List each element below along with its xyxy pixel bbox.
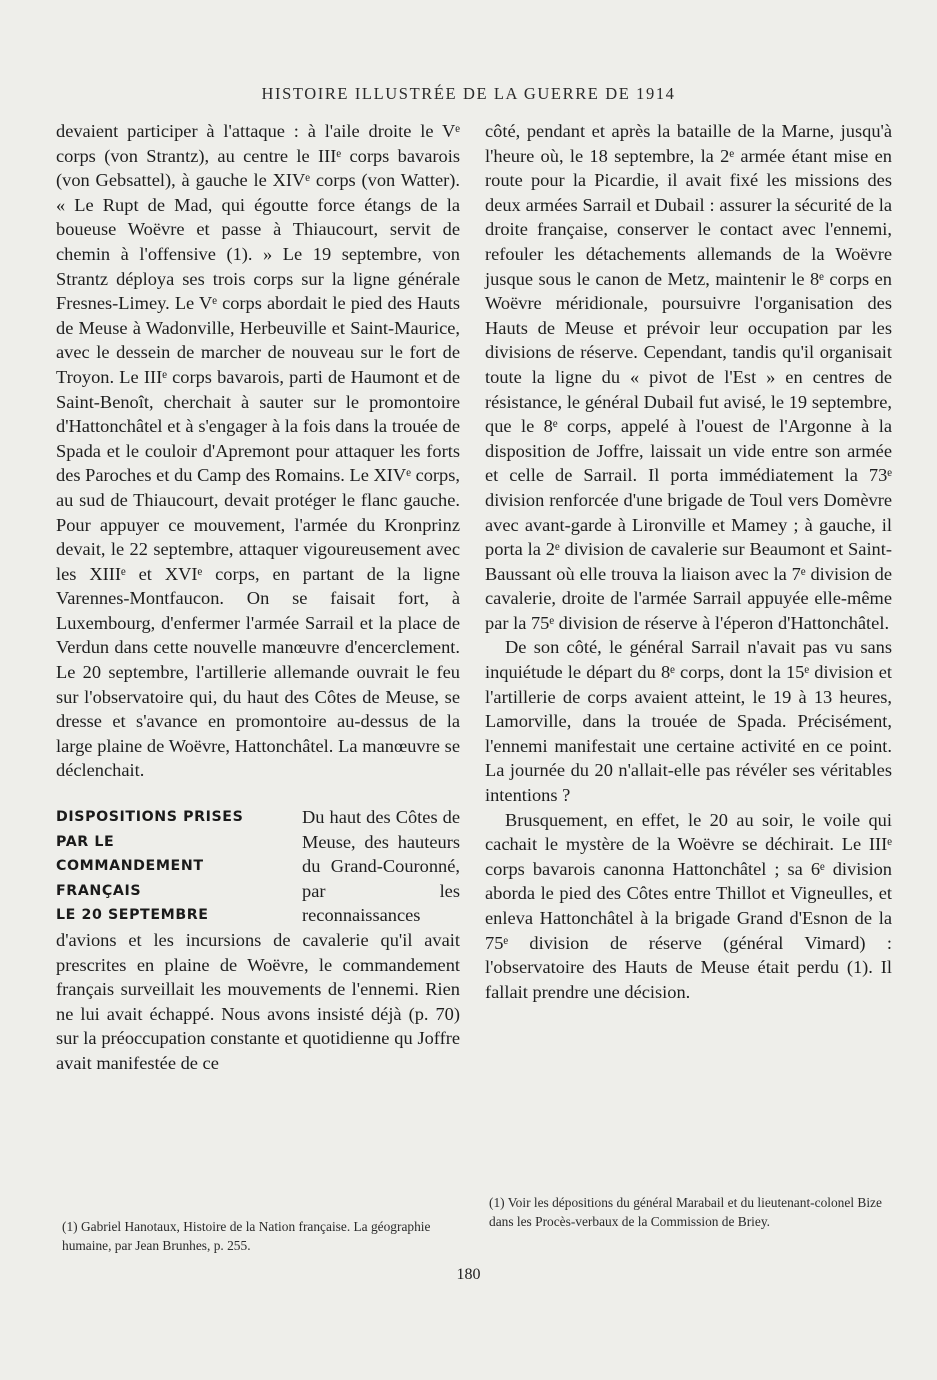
right-column [485, 119, 892, 1004]
section-heading-line-2: PAR LE [56, 833, 115, 850]
left-paragraph-2: Du haut des Côtes de Meuse, des hauteurs du Grand-Couronné, par les reconnaissances d'avions et les incursions de cavalerie qu'il avait prescrites en plaine de Woëvre, le commandement français surveillait les mouvements de l'ennemi. Rien ne lui avait échappé. Nous avons insisté déjà (p. 70) sur la préoccupation constante et quotidienne qu Joffre avait manifestée de ce [56, 807, 460, 1073]
footnote-left: (1) Gabriel Hanotaux, Histoire de la Nation française. La géographie humaine, par Jean Brunhes, p. 255. [62, 1219, 431, 1253]
section-heading-line-4: FRANÇAIS [56, 882, 142, 899]
right-paragraph-3: Brusquement, en effet, le 20 au soir, le voile qui cachait le mystère de la Woëvre se déchirait. Le IIIᵉ corps bavarois canonna Hattonchâtel ; sa 6ᵉ division aborda le pied des Côtes entre Thillot et Vigneulles, et enleva Hattonchâtel à la brigade Grand d'Esnon de la 75ᵉ division de réserve (général Vimard) : l'observatoire des Hauts de Meuse était perdu (1). Il fallait prendre une décision. [485, 809, 892, 1002]
section-heading-line-3: COMMANDEMENT [56, 858, 204, 875]
right-paragraph-1: côté, pendant et après la bataille de la Marne, jusqu'à l'heure où, le 18 septembre, la 2ᵉ armée étant mise en route pour la Picardie, il avait fixé les missions des deux armées Sarrail et Dubail : assurer la sécurité de la droite française, conserver le contact avec l'ennemi, refouler les détachements allemands de la Woëvre jusque sous le canon de Metz, maintenir le 8ᵉ corps en Woëvre méridionale, poursuivre l'organisation des Hauts de Meuse et prévoir leur occupation par les divisions de réserve. Cependant, tandis qu'il organisait toute la ligne du « pivot de l'Est » en centres de résistance, le général Dubail fut avisé, le 19 septembre, que le 8ᵉ corps, appelé à l'ouest de l'Argonne à la disposition de Joffre, laissait un vide entre son armée et celle de Sarrail. Il porta immédiatement la 73ᵉ division renforcée d'une brigade de Toul vers Domèvre avec avant-garde à Lironville et Mamey ; à gauche, il porta la 2ᵉ division de cavalerie sur Beaumont et Saint-Baussant où elle trouva la liaison avec la 7ᵉ division de cavalerie, droite de l'armée Sarrail appuyée elle-même par la 75ᵉ division de réserve à l'éperon d'Hattonchâtel. [485, 121, 892, 633]
right-paragraph-2: De son côté, le général Sarrail n'avait pas vu sans inquiétude le départ du 8ᵉ corps, dont la 15ᵉ division et l'artillerie de corps avaient atteint, le 19 à 13 heures, Lamorville, dans la trouée de Spada. Précisément, l'ennemi manifestait une certaine activité en ce point. La journée du 20 n'allait-elle pas révéler ses véritables intentions ? [485, 637, 892, 806]
section-heading-line-1: DISPOSITIONS PRISES [56, 809, 244, 826]
page-number: 180 [456, 1266, 481, 1283]
section-block [56, 805, 460, 1076]
footnote-right: (1) Voir les dépositions du général Marabail et du lieutenant-colonel Bize dans les Procès-verbaux de la Commission de Briey. [489, 1195, 882, 1229]
section-heading-line-5: LE 20 SEPTEMBRE [56, 907, 209, 924]
section-heading [56, 805, 288, 928]
running-head: HISTOIRE ILLUSTRÉE DE LA GUERRE DE 1914 [261, 84, 676, 103]
left-column [56, 119, 460, 1076]
left-paragraph-1: devaient participer à l'attaque : à l'aile droite le Vᵉ corps (von Strantz), au centre le IIIᵉ corps bavarois (von Gebsattel), à gauche le XIVᵉ corps (von Watter). « Le Rupt de Mad, qui égoutte force étangs de la boueuse Woëvre et passe à Thiaucourt, servit de chemin à l'offensive (1). » Le 19 septembre, von Strantz déploya ses trois corps sur la ligne générale Fresnes-Limey. Le Vᵉ corps abordait le pied des Hauts de Meuse à Wadonville, Herbeuville et Saint-Maurice, avec le dessein de marcher de nouveau sur le fort de Troyon. Le IIIᵉ corps bavarois, parti de Haumont et de Saint-Benoît, cherchait à sauter sur le promontoire d'Hattonchâtel et à s'engager à la fois dans la trouée de Spada et le couloir d'Apremont pour attaquer les forts des Paroches et du Camp des Romains. Le XIVᵉ corps, au sud de Thiaucourt, devait protéger le flanc gauche. Pour appuyer ce mouvement, l'armée du Kronprinz devait, le 22 septembre, attaquer vigoureusement avec les XIIIᵉ et XVIᵉ corps, en partant de la ligne Varennes-Montfaucon. On se faisait fort, à Luxembourg, d'enfermer l'armée Sarrail et la place de Verdun dans cette nouvelle manœuvre d'encerclement. Le 20 septembre, l'artillerie allemande ouvrait le feu sur l'observatoire qui, du haut des Côtes de Meuse, se dresse et s'avance en promontoire au-dessus de la large plaine de Woëvre, Hattonchâtel. La manœuvre se déclenchait. [56, 121, 460, 781]
